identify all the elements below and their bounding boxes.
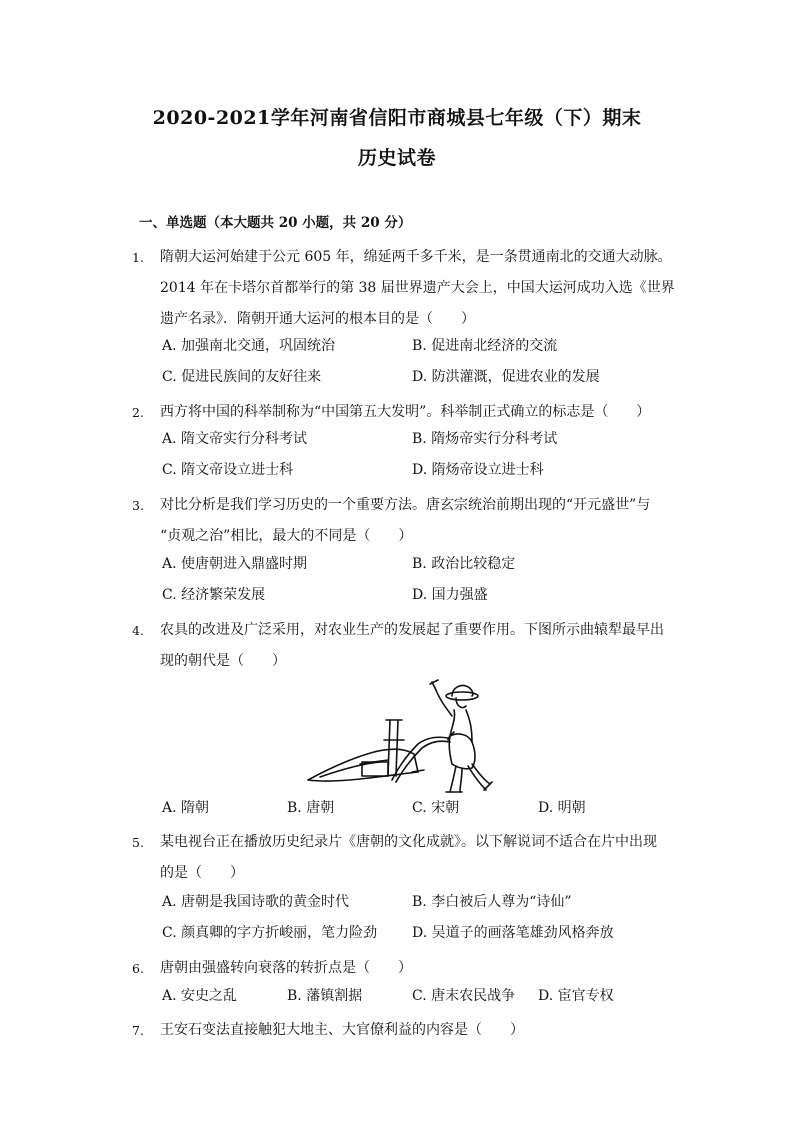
stem-line: 王安石变法直接触犯大地主、大官僚利益的内容是（ ）: [160, 1022, 524, 1038]
option-a[interactable]: A. 隋文帝实行分科考试: [162, 431, 308, 447]
option-a[interactable]: A. 唐朝是我国诗歌的黄金时代: [162, 894, 350, 910]
option-c[interactable]: C. 经济繁荣发展: [162, 587, 266, 603]
option-d[interactable]: D. 国力强盛: [412, 587, 488, 603]
question-stem: [160, 827, 700, 889]
question-number: 2.: [132, 405, 144, 420]
option-a[interactable]: A. 加强南北交通，巩固统治: [162, 338, 336, 354]
option-b[interactable]: B. 李白被后人尊为“诗仙”: [412, 894, 572, 910]
option-d[interactable]: D. 吴道子的画落笔雄劲风格奔放: [412, 925, 614, 941]
stem-line: “贞观之治”相比，最大的不同是（ ）: [160, 528, 413, 544]
exam-title-line1: 2020-2021学年河南省信阳市商城县七年级（下）期末: [152, 107, 642, 129]
option-d[interactable]: D. 明朝: [538, 800, 586, 816]
option-d[interactable]: D. 隋炀帝设立进士科: [412, 462, 544, 478]
question-stem: [160, 242, 700, 335]
option-b[interactable]: B. 促进南北经济的交流: [412, 338, 558, 354]
question-number: 1.: [132, 250, 144, 265]
stem-line: 某电视台正在播放历史纪录片《唐朝的文化成就》。以下解说词不适合在片中出现: [160, 834, 657, 850]
option-d[interactable]: D. 防洪灌溉，促进农业的发展: [412, 369, 600, 385]
question-stem: [160, 615, 700, 677]
stem-line: 西方将中国的科举制称为“中国第五大发明”。科举制正式确立的标志是（ ）: [160, 404, 651, 420]
stem-line: 对比分析是我们学习历史的一个重要方法。唐玄宗统治前期出现的“开元盛世”与: [160, 497, 651, 513]
curved-shaft-plow-illustration: [300, 676, 496, 794]
question-stem: [160, 397, 700, 428]
question-stem: [160, 1015, 700, 1046]
question-number: 6.: [132, 961, 144, 976]
question-stem: [160, 953, 700, 984]
option-a[interactable]: A. 安史之乱: [162, 988, 238, 1004]
stem-line: 唐朝由强盛转向衰落的转折点是（ ）: [160, 960, 412, 976]
option-b[interactable]: B. 藩镇割据: [287, 988, 363, 1004]
question-stem: [160, 490, 700, 552]
option-b[interactable]: B. 唐朝: [287, 800, 335, 816]
stem-line: 遗产名录》．隋朝开通大运河的根本目的是（ ）: [160, 311, 475, 327]
option-c[interactable]: C. 颜真卿的字方折峻丽，笔力险劲: [162, 925, 378, 941]
option-b[interactable]: B. 隋炀帝实行分科考试: [412, 431, 558, 447]
question-number: 3.: [132, 498, 144, 513]
stem-line: 现的朝代是（ ）: [160, 653, 286, 669]
stem-line: 隋朝大运河始建于公元 605 年，绵延两千多千米，是一条贯通南北的交通大动脉。: [160, 249, 672, 265]
question-number: 7.: [132, 1023, 144, 1038]
option-a[interactable]: A. 使唐朝进入鼎盛时期: [162, 556, 308, 572]
option-d[interactable]: D. 宦官专权: [538, 988, 614, 1004]
option-c[interactable]: C. 隋文帝设立进士科: [162, 462, 294, 478]
question-number: 4.: [132, 623, 144, 638]
option-c[interactable]: C. 唐末农民战争: [412, 988, 516, 1004]
option-b[interactable]: B. 政治比较稳定: [412, 556, 516, 572]
stem-line: 农具的改进及广泛采用，对农业生产的发展起了重要作用。下图所示曲辕犁最早出: [160, 622, 664, 638]
stem-line: 2014 年在卡塔尔首都举行的第 38 届世界遗产大会上，中国大运河成功入选《世界: [160, 280, 675, 296]
section-header: 一、单选题（本大题共 20 小题，共 20 分）: [139, 215, 412, 231]
stem-line: 的是（ ）: [160, 865, 244, 881]
option-c[interactable]: C. 促进民族间的友好往来: [162, 369, 322, 385]
option-c[interactable]: C. 宋朝: [412, 800, 460, 816]
option-a[interactable]: A. 隋朝: [162, 800, 210, 816]
exam-title-line2: 历史试卷: [357, 147, 436, 169]
question-number: 5.: [132, 835, 144, 850]
